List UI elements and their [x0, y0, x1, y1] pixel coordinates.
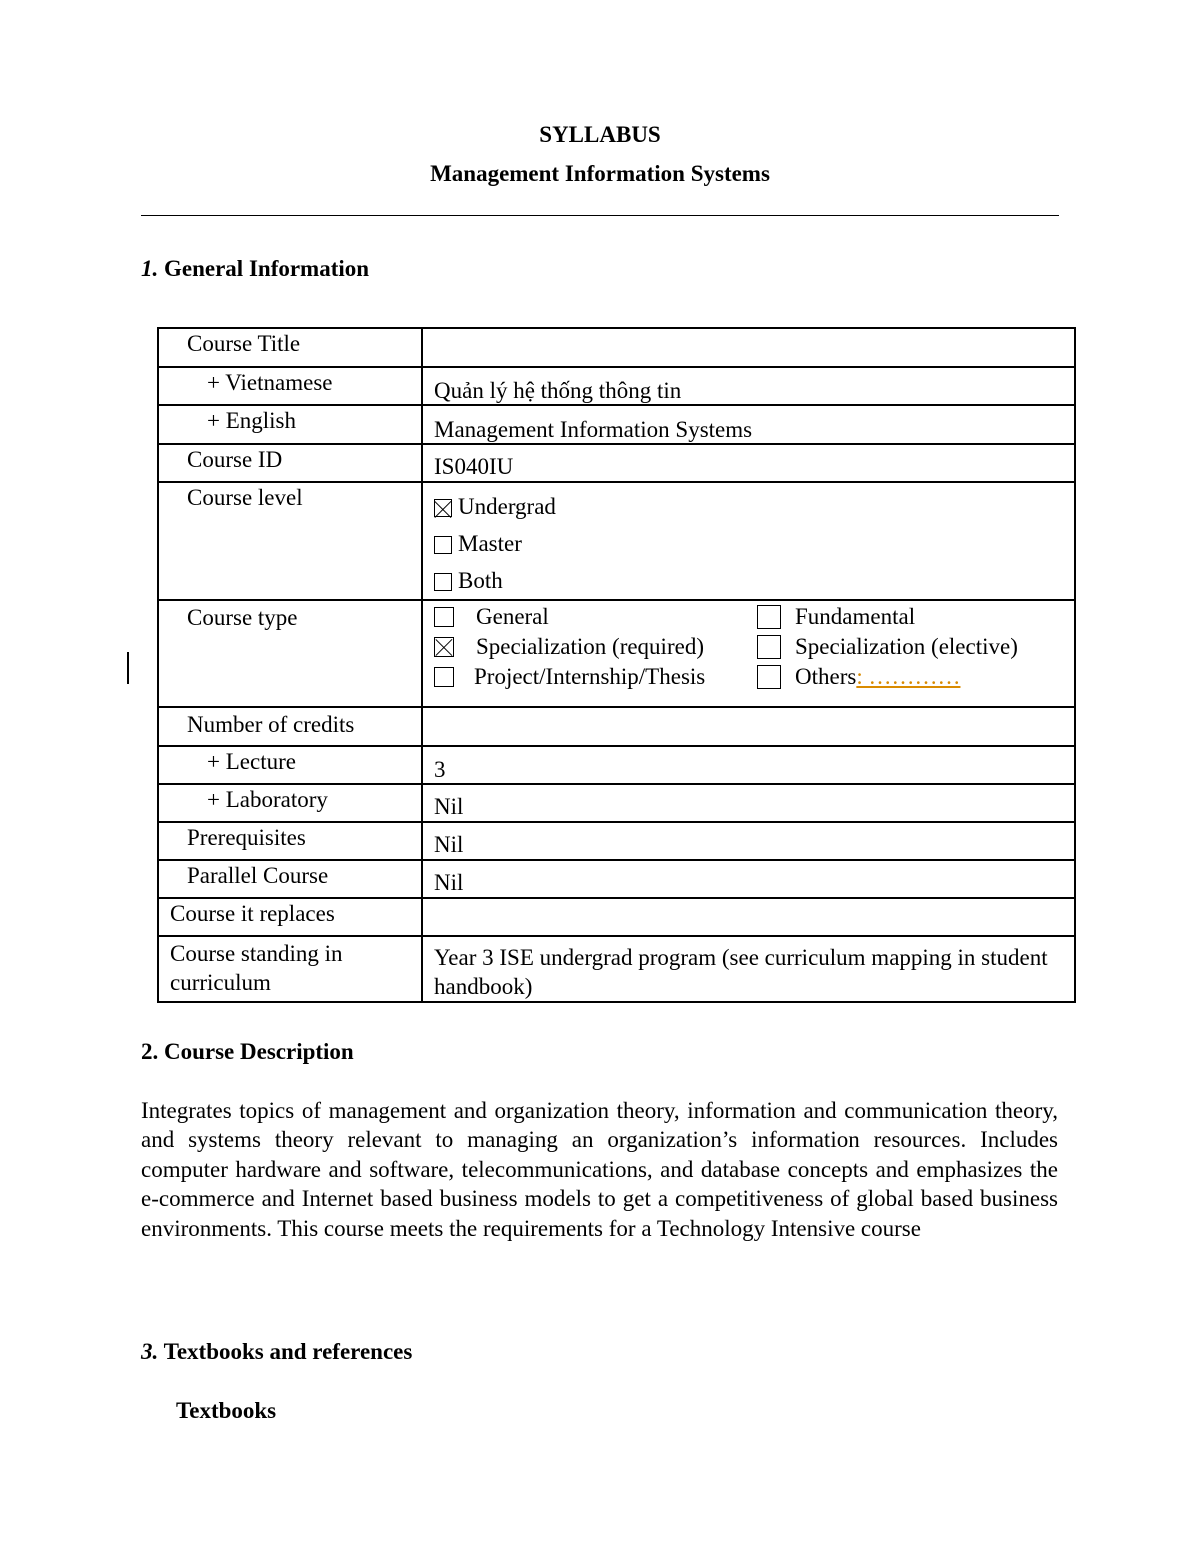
- section-title: General Information: [164, 256, 370, 281]
- table-row: [158, 482, 1075, 600]
- english-title-value: Management Information Systems: [434, 417, 753, 442]
- laboratory-value: Nil: [434, 794, 464, 819]
- credits-label: Number of credits: [187, 712, 355, 737]
- section-number: 3.: [141, 1339, 159, 1364]
- section-heading-general-information: [141, 256, 369, 282]
- type-option-general[interactable]: General: [434, 602, 549, 632]
- level-option-both[interactable]: Both: [423, 562, 1074, 599]
- section-title: Textbooks and references: [163, 1339, 413, 1364]
- course-type-label: Course type: [187, 605, 298, 630]
- course-id-value: IS040IU: [434, 454, 514, 479]
- unchecked-box-icon: [757, 635, 781, 659]
- table-row: [158, 784, 1075, 822]
- level-option-undergrad[interactable]: Undergrad: [423, 488, 1074, 525]
- parallel-course-label: Parallel Course: [187, 863, 329, 888]
- course-standing-value: Year 3 ISE undergrad program (see curriculum mapping in student handbook): [434, 945, 1048, 999]
- document-title: SYLLABUS: [539, 122, 661, 147]
- course-type-grid: [423, 601, 1074, 705]
- table-label-cell: [158, 328, 422, 367]
- table-row: [158, 405, 1075, 444]
- table-row: [158, 822, 1075, 860]
- checked-box-icon: [434, 637, 454, 657]
- table-row: [158, 746, 1075, 784]
- text-cursor: [127, 652, 129, 684]
- table-row: [158, 898, 1075, 936]
- english-label: + English: [207, 408, 297, 433]
- course-replaces-label: Course it replaces: [170, 901, 335, 926]
- unchecked-box-icon: [434, 667, 454, 687]
- course-description-paragraph: Integrates topics of management and organization theory, information and communication theory, and systems theory relevant to managing an organization’s information resources. Includes computer hardware and software, telecommunications, and database concepts and emphasizes the e-commerce and Internet based business models to get a competitiveness of global based business environments. This course meets the requirements for a Technology Intensive course: [141, 1098, 1058, 1241]
- course-title-label: Course Title: [187, 331, 301, 356]
- lecture-value: 3: [434, 757, 446, 782]
- section-number: 1.: [141, 256, 159, 281]
- section-number: 2.: [141, 1039, 159, 1064]
- level-option-master[interactable]: Master: [423, 525, 1074, 562]
- vietnamese-title-value: Quản lý hệ thống thông tin: [434, 378, 682, 403]
- checked-box-icon: [434, 499, 452, 517]
- table-row: [158, 936, 1075, 1002]
- vietnamese-label: + Vietnamese: [207, 370, 333, 395]
- section-title: Course Description: [164, 1039, 354, 1064]
- table-row: [158, 707, 1075, 746]
- unchecked-box-icon: [434, 536, 452, 554]
- type-option-specialization-elective[interactable]: Specialization (elective): [757, 632, 1018, 662]
- table-row: [158, 367, 1075, 405]
- lecture-label: + Lecture: [207, 749, 296, 774]
- unchecked-box-icon: [434, 573, 452, 591]
- laboratory-label: + Laboratory: [207, 787, 328, 812]
- document-subtitle: Management Information Systems: [430, 161, 770, 186]
- parallel-course-value: Nil: [434, 870, 464, 895]
- prerequisites-label: Prerequisites: [187, 825, 306, 850]
- type-option-fundamental[interactable]: Fundamental: [757, 602, 915, 632]
- general-information-table: [157, 327, 1076, 1003]
- course-id-label: Course ID: [187, 447, 283, 472]
- others-fill-dots: : …………: [856, 664, 961, 689]
- table-row: [158, 600, 1075, 707]
- type-option-others[interactable]: Others: …………: [757, 662, 960, 692]
- unchecked-box-icon: [757, 665, 781, 689]
- horizontal-rule: [141, 215, 1059, 216]
- section-heading-course-description: [141, 1039, 354, 1065]
- table-row: [158, 444, 1075, 482]
- type-option-specialization-required[interactable]: Specialization (required): [434, 632, 704, 662]
- textbooks-subheading: Textbooks: [176, 1398, 277, 1423]
- course-level-label: Course level: [187, 485, 303, 510]
- unchecked-box-icon: [757, 605, 781, 629]
- section-heading-textbooks: [141, 1339, 412, 1365]
- course-standing-label: Course standing in curriculum: [170, 941, 343, 995]
- table-value-cell: [422, 328, 1075, 367]
- table-row: [158, 860, 1075, 898]
- prerequisites-value: Nil: [434, 832, 464, 857]
- table-row: [158, 328, 1075, 367]
- type-option-project[interactable]: Project/Internship/Thesis: [434, 662, 705, 692]
- unchecked-box-icon: [434, 607, 454, 627]
